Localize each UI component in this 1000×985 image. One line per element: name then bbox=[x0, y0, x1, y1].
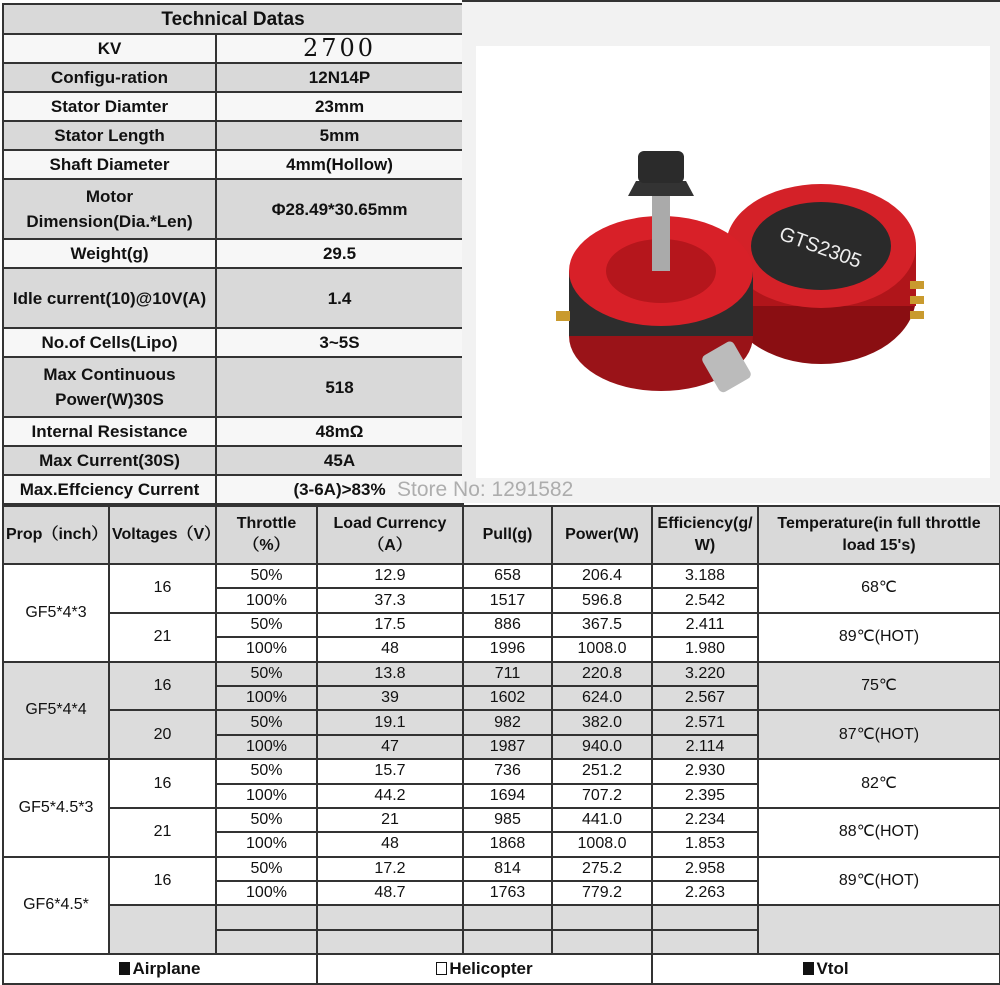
column-header: Load Currency（A） bbox=[317, 506, 463, 564]
data-cell: 985 bbox=[463, 808, 552, 832]
column-header: Pull(g) bbox=[463, 506, 552, 564]
table-row bbox=[3, 662, 1000, 686]
data-cell: 367.5 bbox=[552, 613, 652, 637]
spec-row bbox=[3, 446, 463, 475]
temperature-cell: 88℃(HOT) bbox=[758, 808, 1000, 857]
data-cell: 441.0 bbox=[552, 808, 652, 832]
technical-data-table bbox=[2, 3, 464, 505]
spec-value: 29.5 bbox=[216, 239, 463, 268]
data-cell: 1008.0 bbox=[552, 832, 652, 856]
data-cell: 44.2 bbox=[317, 784, 463, 808]
spec-label: No.of Cells(Lipo) bbox=[3, 328, 216, 357]
spec-value: 518 bbox=[216, 357, 463, 417]
data-cell: 50% bbox=[216, 613, 317, 637]
data-cell: 100% bbox=[216, 881, 317, 905]
data-cell: 658 bbox=[463, 564, 552, 588]
spec-row bbox=[3, 357, 463, 417]
spec-row bbox=[3, 268, 463, 328]
data-cell: 596.8 bbox=[552, 588, 652, 612]
data-cell bbox=[463, 905, 552, 929]
data-cell: 1868 bbox=[463, 832, 552, 856]
data-cell: 100% bbox=[216, 637, 317, 661]
table-row bbox=[3, 759, 1000, 783]
data-cell: 37.3 bbox=[317, 588, 463, 612]
spec-value: 5mm bbox=[216, 121, 463, 150]
performance-table bbox=[2, 505, 1000, 985]
data-cell: 17.2 bbox=[317, 857, 463, 881]
column-header: Prop（inch） bbox=[3, 506, 109, 564]
spec-row bbox=[3, 150, 463, 179]
data-cell: 624.0 bbox=[552, 686, 652, 710]
spec-label: Configu-ration bbox=[3, 63, 216, 92]
data-cell: 206.4 bbox=[552, 564, 652, 588]
spec-label: Idle current(10)@10V(A) bbox=[3, 268, 216, 328]
data-cell: 2.411 bbox=[652, 613, 758, 637]
spec-row bbox=[3, 239, 463, 268]
spec-value: Φ28.49*30.65mm bbox=[216, 179, 463, 239]
data-cell: 2.571 bbox=[652, 710, 758, 734]
table-row bbox=[3, 905, 1000, 929]
checked-box-icon bbox=[803, 962, 814, 975]
data-cell: 779.2 bbox=[552, 881, 652, 905]
data-cell: 2.395 bbox=[652, 784, 758, 808]
data-cell: 47 bbox=[317, 735, 463, 759]
data-cell: 2.958 bbox=[652, 857, 758, 881]
data-cell: 12.9 bbox=[317, 564, 463, 588]
spec-value: 23mm bbox=[216, 92, 463, 121]
motor-label: GTS2305 bbox=[776, 222, 865, 273]
spec-value: 45A bbox=[216, 446, 463, 475]
table-row bbox=[3, 710, 1000, 734]
spec-value: 1.4 bbox=[216, 268, 463, 328]
spec-label: KV bbox=[3, 34, 216, 63]
data-cell: 50% bbox=[216, 662, 317, 686]
data-cell bbox=[552, 930, 652, 954]
data-cell: 15.7 bbox=[317, 759, 463, 783]
data-cell bbox=[216, 905, 317, 929]
data-cell: 3.220 bbox=[652, 662, 758, 686]
data-cell: 100% bbox=[216, 588, 317, 612]
data-cell: 48 bbox=[317, 637, 463, 661]
unchecked-box-icon bbox=[436, 962, 447, 975]
spec-row bbox=[3, 328, 463, 357]
data-cell: 13.8 bbox=[317, 662, 463, 686]
data-cell: 50% bbox=[216, 808, 317, 832]
aircraft-type-row bbox=[3, 954, 1000, 984]
data-cell: 275.2 bbox=[552, 857, 652, 881]
column-header: Efficiency(g/W) bbox=[652, 506, 758, 564]
spec-label: Max.Effciency Current bbox=[3, 475, 216, 504]
spec-label: Max Continuous Power(W)30S bbox=[3, 357, 216, 417]
checked-box-icon bbox=[119, 962, 130, 975]
aircraft-type-label: Helicopter bbox=[449, 959, 533, 979]
voltage-cell: 16 bbox=[109, 564, 216, 613]
data-cell: 48.7 bbox=[317, 881, 463, 905]
voltage-cell bbox=[109, 905, 216, 954]
temperature-cell: 89℃(HOT) bbox=[758, 613, 1000, 662]
voltage-cell: 20 bbox=[109, 710, 216, 759]
spec-row bbox=[3, 34, 463, 63]
spec-row bbox=[3, 417, 463, 446]
data-cell bbox=[317, 930, 463, 954]
data-cell: 2.114 bbox=[652, 735, 758, 759]
data-cell: 736 bbox=[463, 759, 552, 783]
spec-row bbox=[3, 475, 463, 504]
data-cell: 1.980 bbox=[652, 637, 758, 661]
data-cell: 2.567 bbox=[652, 686, 758, 710]
spec-row bbox=[3, 179, 463, 239]
voltage-cell: 16 bbox=[109, 857, 216, 906]
data-cell: 1.853 bbox=[652, 832, 758, 856]
temperature-cell: 75℃ bbox=[758, 662, 1000, 711]
data-cell: 48 bbox=[317, 832, 463, 856]
data-cell: 100% bbox=[216, 686, 317, 710]
data-cell: 2.542 bbox=[652, 588, 758, 612]
aircraft-type-airplane[interactable] bbox=[3, 954, 317, 984]
prop-cell: GF5*4*4 bbox=[3, 662, 109, 760]
temperature-cell: 87℃(HOT) bbox=[758, 710, 1000, 759]
column-header: Power(W) bbox=[552, 506, 652, 564]
prop-cell: GF5*4.5*3 bbox=[3, 759, 109, 857]
data-cell: 1763 bbox=[463, 881, 552, 905]
data-cell: 39 bbox=[317, 686, 463, 710]
motor-left bbox=[556, 151, 753, 394]
data-cell: 50% bbox=[216, 564, 317, 588]
data-cell: 2.234 bbox=[652, 808, 758, 832]
product-photo bbox=[462, 0, 1000, 503]
voltage-cell: 21 bbox=[109, 613, 216, 662]
data-cell: 21 bbox=[317, 808, 463, 832]
spec-value: 48mΩ bbox=[216, 417, 463, 446]
data-cell: 1694 bbox=[463, 784, 552, 808]
table-row bbox=[3, 564, 1000, 588]
column-header: Throttle（%） bbox=[216, 506, 317, 564]
data-cell: 3.188 bbox=[652, 564, 758, 588]
voltage-cell: 16 bbox=[109, 759, 216, 808]
voltage-cell: 21 bbox=[109, 808, 216, 857]
prop-cell: GF6*4.5* bbox=[3, 857, 109, 955]
aircraft-type-helicopter[interactable] bbox=[317, 954, 652, 984]
data-cell: 1008.0 bbox=[552, 637, 652, 661]
spec-value: (3-6A)>83% bbox=[216, 475, 463, 504]
spec-value: 2700 bbox=[216, 34, 463, 63]
spec-label: Stator Diamter bbox=[3, 92, 216, 121]
data-cell: 1996 bbox=[463, 637, 552, 661]
spec-label: Weight(g) bbox=[3, 239, 216, 268]
spec-label: Stator Length bbox=[3, 121, 216, 150]
data-cell: 251.2 bbox=[552, 759, 652, 783]
temperature-cell: 89℃(HOT) bbox=[758, 857, 1000, 906]
aircraft-type-label: Vtol bbox=[816, 959, 849, 979]
data-cell: 220.8 bbox=[552, 662, 652, 686]
data-cell: 100% bbox=[216, 784, 317, 808]
spec-value: 12N14P bbox=[216, 63, 463, 92]
spec-row bbox=[3, 92, 463, 121]
table-row bbox=[3, 857, 1000, 881]
data-cell bbox=[463, 930, 552, 954]
data-cell: 1987 bbox=[463, 735, 552, 759]
spec-row bbox=[3, 63, 463, 92]
data-cell: 982 bbox=[463, 710, 552, 734]
column-header: Voltages（V） bbox=[109, 506, 216, 564]
data-cell bbox=[652, 905, 758, 929]
data-cell: 886 bbox=[463, 613, 552, 637]
data-cell: 1517 bbox=[463, 588, 552, 612]
data-cell: 100% bbox=[216, 735, 317, 759]
data-cell: 100% bbox=[216, 832, 317, 856]
data-cell: 2.930 bbox=[652, 759, 758, 783]
performance-header-row bbox=[3, 506, 1000, 564]
data-cell: 50% bbox=[216, 857, 317, 881]
table-row bbox=[3, 613, 1000, 637]
data-cell bbox=[652, 930, 758, 954]
data-cell: 814 bbox=[463, 857, 552, 881]
data-cell bbox=[552, 905, 652, 929]
data-cell bbox=[216, 930, 317, 954]
data-cell: 50% bbox=[216, 759, 317, 783]
table-row bbox=[3, 808, 1000, 832]
spec-label: Internal Resistance bbox=[3, 417, 216, 446]
temperature-cell: 68℃ bbox=[758, 564, 1000, 613]
data-cell: 707.2 bbox=[552, 784, 652, 808]
voltage-cell: 16 bbox=[109, 662, 216, 711]
temperature-cell bbox=[758, 905, 1000, 954]
column-header: Temperature(in full throttle load 15's) bbox=[758, 506, 1000, 564]
spec-label: Shaft Diameter bbox=[3, 150, 216, 179]
data-cell: 940.0 bbox=[552, 735, 652, 759]
motor-image bbox=[476, 46, 990, 478]
data-cell bbox=[317, 905, 463, 929]
data-cell: 1602 bbox=[463, 686, 552, 710]
aircraft-type-vtol[interactable] bbox=[652, 954, 1000, 984]
data-cell: 19.1 bbox=[317, 710, 463, 734]
spec-value: 4mm(Hollow) bbox=[216, 150, 463, 179]
store-watermark: Store No: 1291582 bbox=[397, 478, 574, 501]
spec-title: Technical Datas bbox=[3, 4, 463, 34]
spec-label: Motor Dimension(Dia.*Len) bbox=[3, 179, 216, 239]
data-cell: 2.263 bbox=[652, 881, 758, 905]
spec-row bbox=[3, 121, 463, 150]
data-cell: 382.0 bbox=[552, 710, 652, 734]
aircraft-type-label: Airplane bbox=[132, 959, 201, 979]
motor-right bbox=[726, 184, 924, 364]
spec-value: 3~5S bbox=[216, 328, 463, 357]
data-cell: 711 bbox=[463, 662, 552, 686]
data-cell: 17.5 bbox=[317, 613, 463, 637]
spec-label: Max Current(30S) bbox=[3, 446, 216, 475]
prop-cell: GF5*4*3 bbox=[3, 564, 109, 662]
temperature-cell: 82℃ bbox=[758, 759, 1000, 808]
data-cell: 50% bbox=[216, 710, 317, 734]
